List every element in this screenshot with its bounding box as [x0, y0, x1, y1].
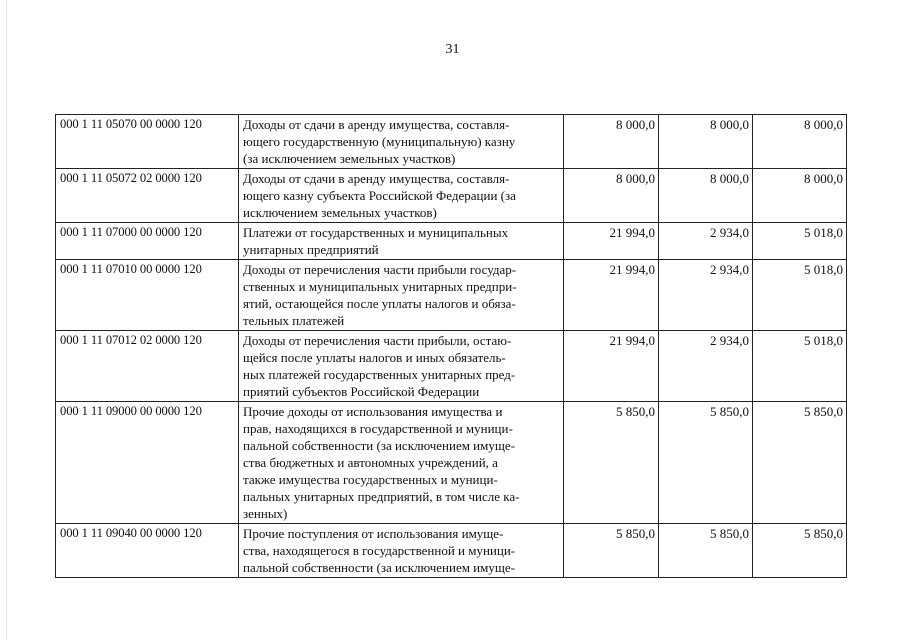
description-line: приятий субъектов Российской Федерации	[243, 384, 480, 399]
description-line: Доходы от перечисления части прибыли государ-	[243, 262, 517, 277]
amount-cell-1: 21 994,0	[564, 260, 659, 331]
amount-cell-2: 5 850,0	[659, 402, 753, 524]
description-line: ства бюджетных и автономных учреждений, а	[243, 455, 498, 470]
table-row	[56, 115, 847, 169]
description-line: пальной собственности (за исключением имуще-	[243, 560, 515, 575]
description-line: ятий, остающейся после уплаты налогов и обяза-	[243, 296, 516, 311]
table-row	[56, 169, 847, 223]
table-row	[56, 260, 847, 331]
amount-cell-2: 2 934,0	[659, 331, 753, 402]
budget-code-cell: 000 1 11 07010 00 0000 120	[56, 260, 239, 331]
description-line: (за исключением земельных участков)	[243, 151, 456, 166]
budget-code-cell: 000 1 11 05072 02 0000 120	[56, 169, 239, 223]
budget-code-cell: 000 1 11 09040 00 0000 120	[56, 524, 239, 578]
description-line: Прочие поступления от использования имуще-	[243, 526, 504, 541]
amount-cell-3: 5 850,0	[753, 524, 847, 578]
amount-cell-2: 5 850,0	[659, 524, 753, 578]
description-line: унитарных предприятий	[243, 242, 379, 257]
description-cell	[239, 402, 564, 524]
budget-table-body	[56, 115, 847, 578]
description-line: Доходы от сдачи в аренду имущества, составля-	[243, 117, 510, 132]
table-row	[56, 524, 847, 578]
description-cell	[239, 331, 564, 402]
amount-cell-3: 5 018,0	[753, 223, 847, 260]
description-line: исключением земельных участков)	[243, 205, 437, 220]
description-line: тельных платежей	[243, 313, 345, 328]
description-line: Прочие доходы от использования имущества и	[243, 404, 503, 419]
description-cell	[239, 260, 564, 331]
amount-cell-1: 5 850,0	[564, 524, 659, 578]
budget-code-cell: 000 1 11 09000 00 0000 120	[56, 402, 239, 524]
budget-code-cell: 000 1 11 07000 00 0000 120	[56, 223, 239, 260]
amount-cell-1: 21 994,0	[564, 223, 659, 260]
amount-cell-1: 21 994,0	[564, 331, 659, 402]
description-line: щейся после уплаты налогов и иных обязатель-	[243, 350, 506, 365]
description-cell	[239, 524, 564, 578]
table-row	[56, 331, 847, 402]
description-line: Платежи от государственных и муниципальных	[243, 225, 509, 240]
description-line: Доходы от перечисления части прибыли, остаю-	[243, 333, 512, 348]
amount-cell-1: 5 850,0	[564, 402, 659, 524]
description-line: пальной собственности (за исключением имуще-	[243, 438, 515, 453]
amount-cell-1: 8 000,0	[564, 115, 659, 169]
description-cell	[239, 115, 564, 169]
description-cell	[239, 169, 564, 223]
table-row	[56, 223, 847, 260]
description-line: пальных унитарных предприятий, в том числе ка-	[243, 489, 520, 504]
budget-table	[55, 114, 847, 578]
description-line: ющего государственную (муниципальную) казну	[243, 134, 516, 149]
description-line: Доходы от сдачи в аренду имущества, составля-	[243, 171, 510, 186]
amount-cell-3: 8 000,0	[753, 169, 847, 223]
description-line: ющего казну субъекта Российской Федерации (за	[243, 188, 516, 203]
description-cell	[239, 223, 564, 260]
amount-cell-1: 8 000,0	[564, 169, 659, 223]
amount-cell-2: 2 934,0	[659, 223, 753, 260]
budget-code-cell: 000 1 11 07012 02 0000 120	[56, 331, 239, 402]
description-line: прав, находящихся в государственной и муници-	[243, 421, 513, 436]
budget-code-cell: 000 1 11 05070 00 0000 120	[56, 115, 239, 169]
amount-cell-3: 5 018,0	[753, 260, 847, 331]
amount-cell-2: 8 000,0	[659, 169, 753, 223]
scan-edge-line	[6, 0, 7, 640]
amount-cell-3: 5 018,0	[753, 331, 847, 402]
amount-cell-3: 8 000,0	[753, 115, 847, 169]
description-line: ственных и муниципальных унитарных предпри-	[243, 279, 517, 294]
description-line: ства, находящегося в государственной и муници-	[243, 543, 516, 558]
page-number: 31	[445, 42, 460, 57]
amount-cell-2: 8 000,0	[659, 115, 753, 169]
description-line: также имущества государственных и муници-	[243, 472, 498, 487]
amount-cell-3: 5 850,0	[753, 402, 847, 524]
description-line: ных платежей государственных унитарных пред-	[243, 367, 516, 382]
amount-cell-2: 2 934,0	[659, 260, 753, 331]
table-row	[56, 402, 847, 524]
description-line: зенных)	[243, 506, 288, 521]
